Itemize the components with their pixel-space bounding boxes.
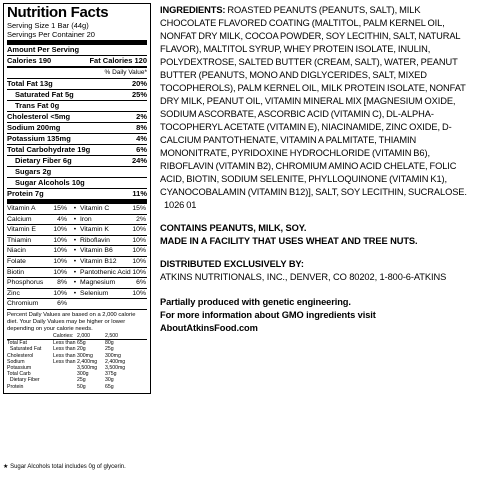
ingredients-body: ROASTED PEANUTS (PEANUTS, SALT), MILK CHOCOLATE FLAVORED COATING (MALTITOL, PALM KERNEL OIL, NONFAT DRY MILK, COCOA POWDER, SOY LECITHIN, SALT, NATURAL FLAVOR), MALTITOL SYRUP, WHEY PROTEIN ISOLATE, INULIN, POLYDEXTROSE, SALTED BUTTER (CREAM, SALT), WATER, PEANUT BUTTER (PEANUTS, MONO AND DIGLYCERIDES, SALT, MIXED TOCOPHEROLS), PALM KERNEL OIL, MILK PROTEIN ISOLATE, NONFAT DRY MILK, PEANUT OIL, VITAMIN MINERAL MIX [MAGNESIUM OXIDE, SODIUM ASCORBATE, ASCORBIC ACID (VITAMIN C), DL-ALPHA-TOCOPHERYL ACETATE (VITAMIN E), NIACINAMIDE, ZINC OXIDE, D-CALCIUM PANTOTHENATE, VITAMIN A PALMITATE, THIAMIN MONONITRATE, PYRIDOXINE HYDROCHLORIDE (VITAMIN B6), RIBOFLAVIN (VITAMIN B2), CHROMIUM AMINO ACID CHELATE, FOLIC ACID, BIOTIN, SODIUM SELENITE, PHYLLOQUINONE (VITAMIN K1), CYANOCOBALAMIN (VITAMIN B12)], SALT, SOY LECITHIN, SUCRALOSE. — [160, 5, 467, 197]
vitamin-cell: Magnesium — [80, 279, 116, 287]
nutrient-name: Cholesterol <5mg — [7, 112, 71, 121]
vitamin-row — [7, 267, 147, 278]
vitamin-row — [7, 288, 147, 299]
sugar-alcohol-note: ★ Sugar Alcohols total includes 0g of glycerin. — [3, 464, 126, 470]
vitamin-cell: Vitamin C — [80, 205, 110, 212]
nutrient-name: Sodium 200mg — [7, 123, 61, 132]
vitamin-cell: 6% — [136, 279, 146, 287]
vitamin-cell: Niacin — [7, 247, 26, 255]
daily-table-cell: 2,000 — [77, 332, 90, 339]
nutrient-name: Total Carbohydrate 19g — [7, 145, 91, 154]
vitamin-cell: 10% — [132, 268, 146, 276]
nutrient-dv: 25% — [131, 90, 147, 99]
nutrient-row — [7, 111, 147, 122]
dv-footnote: Percent Daily Values are based on a 2,000 calorie diet. Your Daily Values may be higher or lower depending on your calorie needs. — [7, 309, 147, 333]
lot-code: 1026 01 — [163, 200, 197, 210]
vitamin-cell: 10% — [132, 247, 146, 255]
daily-table-cell: Total Fat — [7, 340, 27, 347]
vitamin-cell: Vitamin B12 — [80, 257, 117, 265]
vitamin-row — [7, 277, 147, 288]
daily-table-row — [7, 333, 147, 339]
vitamin-cell: Chromium — [7, 300, 39, 308]
gmo-url[interactable]: AboutAtkinsFood.com — [160, 323, 258, 333]
vitamin-cell — [80, 299, 120, 309]
nutrient-row — [7, 166, 147, 177]
nutrient-row — [7, 89, 147, 100]
nutrient-name: Total Fat 13g — [7, 79, 53, 88]
vitamin-cell: 15% — [132, 205, 146, 212]
daily-table-cell: 50g — [77, 383, 86, 390]
bullet-icon: • — [73, 226, 77, 234]
vitamin-cell: 2% — [136, 215, 146, 223]
bullet-icon: • — [73, 205, 77, 212]
ingredients-label: INGREDIENTS: — [160, 5, 226, 15]
vitamin-cell: Vitamin A — [7, 205, 36, 212]
vitamin-cell: Selenium — [80, 289, 109, 297]
vitamin-row — [7, 204, 147, 214]
facility-statement: MADE IN A FACILITY THAT USES WHEAT AND TREE NUTS. — [160, 236, 418, 246]
daily-table-cell: 375g — [105, 371, 117, 378]
daily-table-cell: Potassium — [7, 364, 32, 371]
nutrient-row — [7, 177, 147, 188]
vitamin-cell: 10% — [53, 247, 67, 255]
serving-size: Serving Size 1 Bar (44g) — [7, 21, 89, 30]
vitamin-cell: 10% — [53, 289, 67, 297]
vitamin-cell: 10% — [132, 257, 146, 265]
nutrient-name: Saturated Fat 5g — [15, 90, 74, 99]
daily-table-cell: 25g — [105, 346, 114, 353]
vitamin-cell: 8% — [57, 279, 67, 287]
vitamin-cell: 15% — [53, 205, 67, 212]
vitamin-row — [7, 224, 147, 235]
daily-table-row — [7, 384, 147, 390]
calories: Calories 190 — [7, 56, 52, 65]
nutrient-row — [7, 100, 147, 111]
servings-per-container: Servings Per Container 20 — [7, 30, 95, 39]
nutrition-facts-panel — [3, 3, 151, 394]
daily-values-table — [7, 333, 147, 393]
bullet-icon: • — [73, 247, 77, 255]
daily-table-cell: 3,500mg — [77, 364, 98, 371]
nutrient-row — [7, 188, 147, 199]
vitamin-row — [7, 235, 147, 246]
bullet-icon: • — [73, 215, 77, 223]
bullet-icon — [70, 299, 80, 309]
bullet-icon: • — [73, 236, 77, 244]
vitamin-row — [7, 256, 147, 267]
nutrient-row — [7, 78, 147, 89]
dv-header: % Daily Value* — [7, 66, 147, 78]
vitamin-cell: 4% — [57, 215, 67, 223]
nutrient-dv: 4% — [136, 134, 147, 143]
daily-table-cell: Saturated Fat — [7, 346, 42, 353]
daily-table-cell: 65g — [77, 340, 86, 347]
nutrient-dv: 11% — [132, 189, 147, 198]
vitamin-cell: Calcium — [7, 215, 32, 223]
distributor-title: DISTRIBUTED EXCLUSIVELY BY: — [160, 259, 304, 269]
vitamin-cell: Zinc — [7, 289, 20, 297]
nutrient-row — [7, 122, 147, 133]
nutrient-row — [7, 133, 147, 144]
daily-table-cell: 2,400mg — [77, 358, 98, 365]
daily-table-cell: Less than — [53, 352, 76, 359]
vitamin-cell: 10% — [53, 257, 67, 265]
nutrient-dv: 6% — [136, 145, 147, 154]
gmo-line-1: Partially produced with genetic engineering. — [160, 297, 351, 307]
daily-table-cell: Dietary Fiber — [7, 377, 40, 384]
nutrient-list — [7, 78, 147, 199]
distributor-line: ATKINS NUTRITIONALS, INC., DENVER, CO 80202, 1-800-6-ATKINS — [160, 272, 447, 282]
allergens-statement: CONTAINS PEANUTS, MILK, SOY. — [160, 223, 307, 233]
vitamin-row — [7, 298, 147, 309]
vitamin-cell: Vitamin K — [80, 226, 109, 234]
vitamin-cell: 10% — [132, 236, 146, 244]
daily-table-cell: 2,500 — [105, 332, 118, 339]
daily-table-cell: 80g — [105, 340, 114, 347]
daily-table-cell: 25g — [77, 377, 86, 384]
ingredients-column — [160, 4, 478, 335]
nutrition-facts-title: Nutrition Facts — [7, 4, 109, 21]
nutrient-dv: 20% — [131, 79, 147, 88]
nutrient-name: Potassium 135mg — [7, 134, 71, 143]
nutrient-dv: 2% — [136, 112, 147, 121]
nutrient-name: Sugars 2g — [15, 167, 52, 176]
bullet-icon: • — [73, 257, 77, 265]
vitamin-cell: Pantothenic Acid — [80, 268, 131, 276]
daily-table-cell: Less than — [53, 340, 76, 347]
daily-table-cell: Less than — [53, 346, 76, 353]
fat-calories: Fat Calories 120 — [89, 56, 147, 65]
vitamin-cell: Vitamin E — [7, 226, 36, 234]
daily-table-cell: 3,500mg — [105, 364, 126, 371]
daily-table-cell: Sodium — [7, 358, 25, 365]
daily-table-cell: 2,400mg — [105, 358, 126, 365]
calories-row — [7, 55, 147, 66]
daily-table-cell: 20g — [77, 346, 86, 353]
daily-table-cell: 300g — [77, 371, 89, 378]
nutrient-dv: 24% — [131, 156, 147, 165]
daily-table-cell: 30g — [105, 377, 114, 384]
daily-table-cell: Cholesterol — [7, 352, 34, 359]
bullet-icon: • — [73, 289, 77, 297]
daily-table-cell: 65g — [105, 383, 114, 390]
vitamin-row — [7, 214, 147, 225]
star-icon: ★ — [3, 464, 9, 470]
daily-table-cell — [53, 384, 77, 390]
vitamin-cell: Folate — [7, 257, 26, 265]
vitamin-cell: Riboflavin — [80, 236, 110, 244]
daily-table-row — [7, 339, 147, 346]
vitamin-cell: Phosphorus — [7, 279, 44, 287]
vitamin-cell: 10% — [132, 226, 146, 234]
daily-table-cell: Less than — [53, 358, 76, 365]
vitamin-cell: 10% — [132, 289, 146, 297]
daily-table-cell: Total Carb — [7, 371, 31, 378]
bullet-icon: • — [73, 279, 77, 287]
gmo-line-2: For more information about GMO ingredients visit — [160, 310, 376, 320]
vitamin-cell: Thiamin — [7, 236, 32, 244]
vitamin-cell: Iron — [80, 215, 92, 223]
vitamin-cell: Biotin — [7, 268, 25, 276]
vitamin-cell — [120, 299, 146, 309]
nutrient-name: Dietary Fiber 6g — [15, 156, 72, 165]
vitamin-cell: 10% — [53, 226, 67, 234]
vitamin-cell: 10% — [53, 236, 67, 244]
amount-per-serving: Amount Per Serving — [7, 40, 147, 55]
vitamin-list — [7, 199, 147, 309]
daily-table-cell: 300mg — [77, 352, 93, 359]
nutrient-name: Sugar Alcohols 10g — [15, 178, 85, 187]
bullet-icon: • — [73, 268, 77, 276]
vitamin-cell: 10% — [53, 268, 67, 276]
vitamin-cell: 6% — [57, 300, 67, 308]
nutrient-name: Trans Fat 0g — [15, 101, 60, 110]
daily-table-cell — [7, 333, 53, 339]
nutrient-row — [7, 144, 147, 155]
daily-table-cell: Protein — [7, 383, 24, 390]
vitamin-cell: Vitamin B6 — [80, 247, 113, 255]
vitamin-row — [7, 245, 147, 256]
daily-table-cell: Calories: — [53, 332, 74, 339]
ingredients-text — [160, 4, 478, 212]
daily-table-cell: 300mg — [105, 352, 121, 359]
nutrient-row — [7, 155, 147, 166]
nutrient-dv: 8% — [136, 123, 147, 132]
nutrient-name: Protein 7g — [7, 189, 44, 198]
